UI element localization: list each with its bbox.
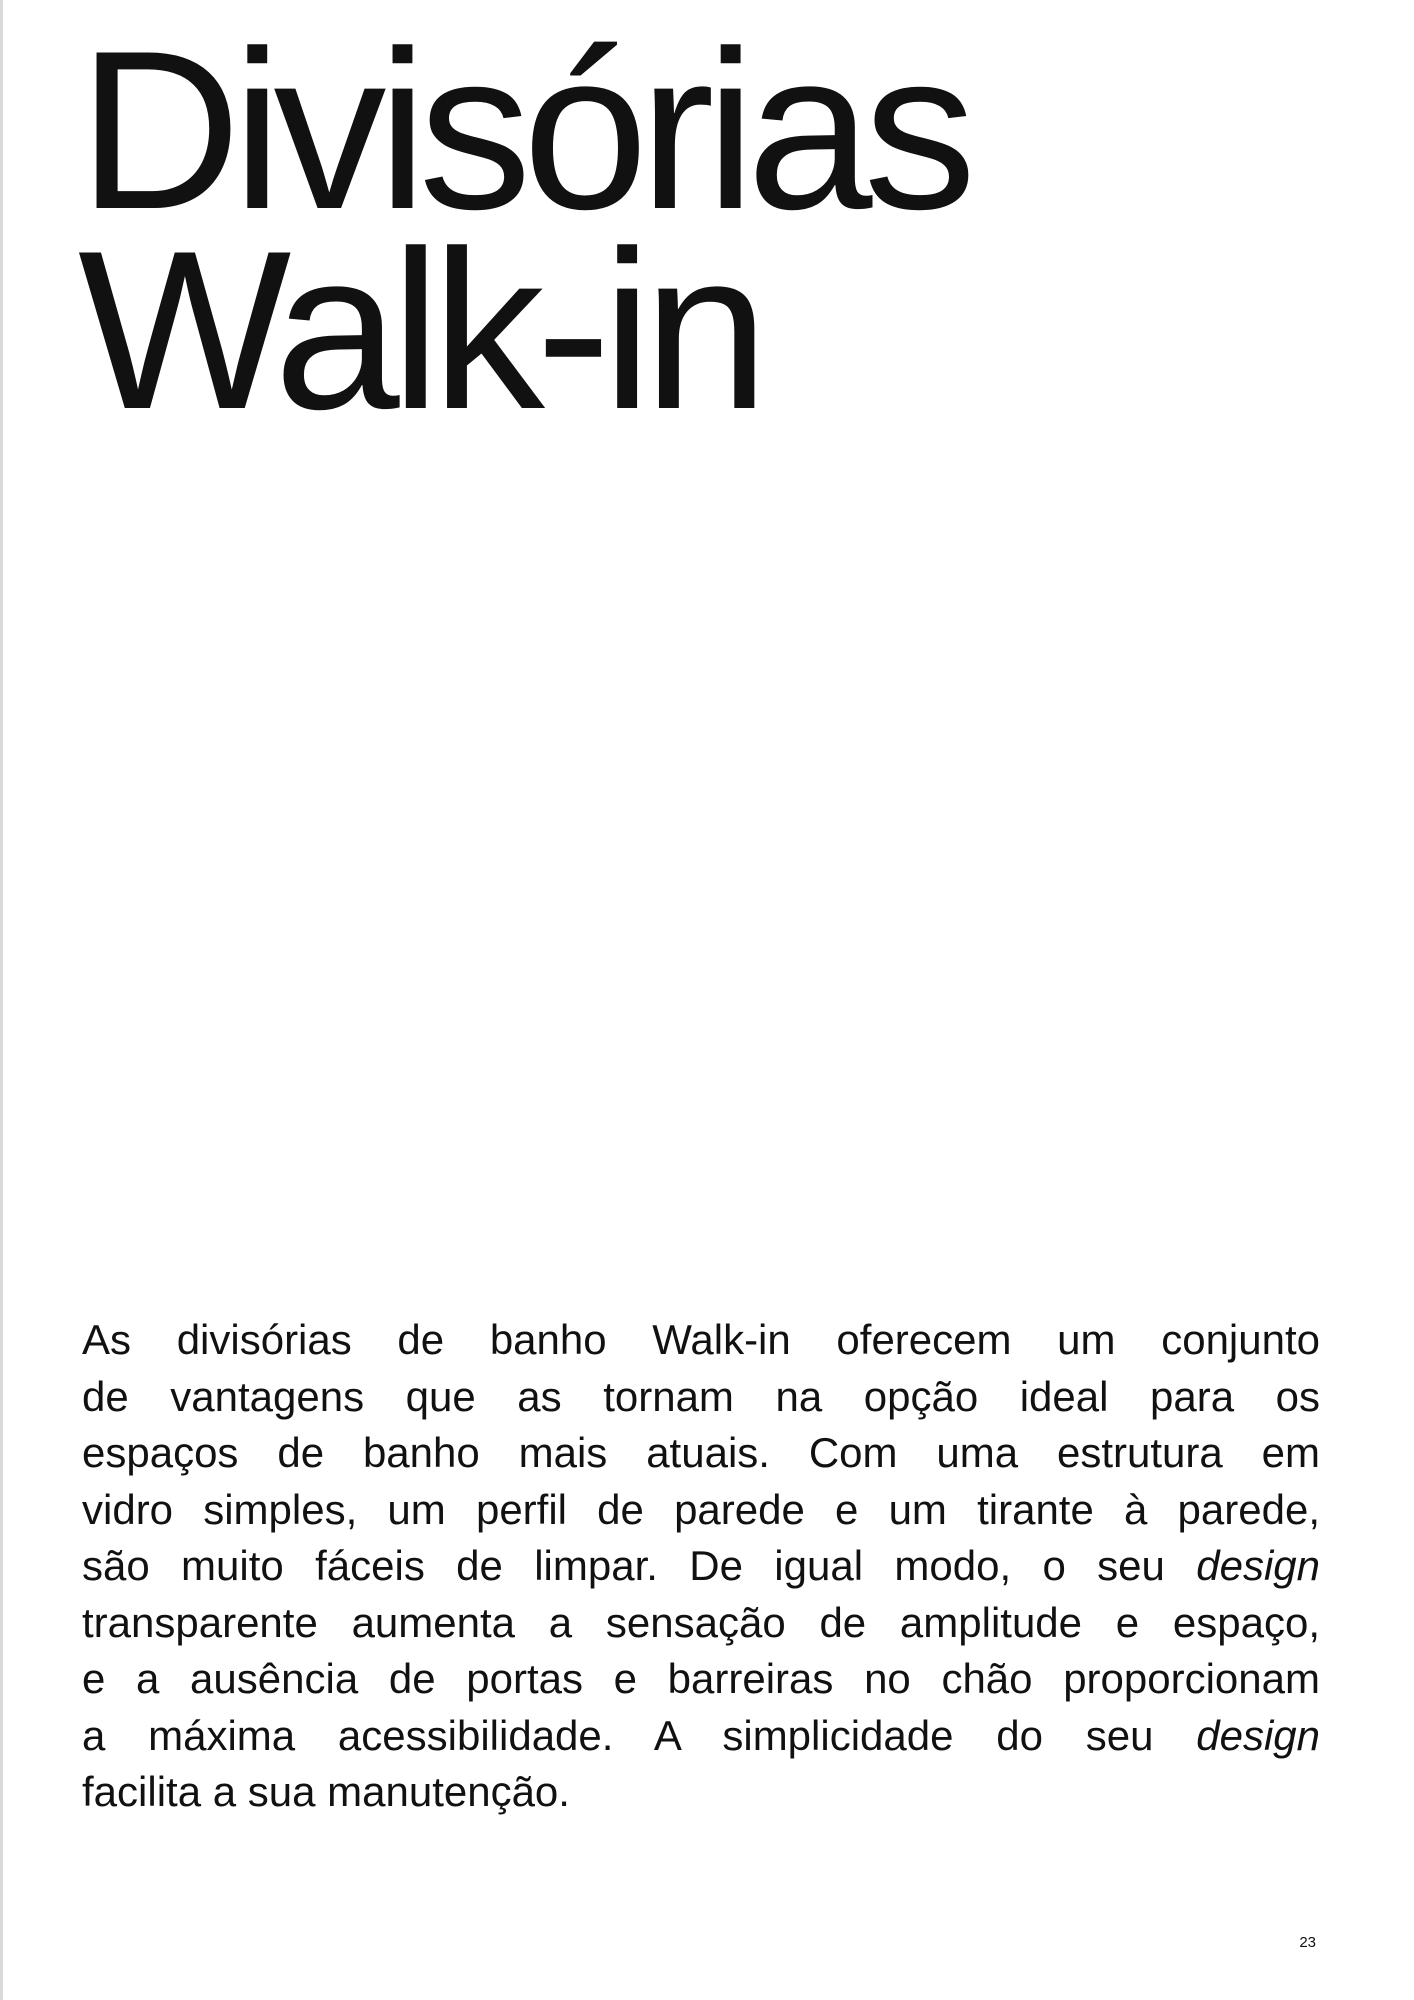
body-line — [82, 1369, 1320, 1426]
body-line — [82, 1651, 1320, 1708]
body-text-run: e a ausência de portas e barreiras no chão proporcionam — [82, 1655, 1320, 1702]
body-emphasis: design — [1196, 1542, 1320, 1589]
page-number: 23 — [1299, 1934, 1316, 1951]
page-edge — [0, 0, 3, 2000]
body-text-run: são muito fáceis de limpar. De igual modo, o seu — [82, 1542, 1197, 1589]
body-line — [82, 1312, 1320, 1369]
body-text-run: a máxima acessibilidade. A simplicidade do seu — [82, 1711, 1197, 1759]
title-line-1: Divisórias — [78, 3, 968, 256]
title-line-2: Walk-in — [78, 203, 760, 456]
body-line — [82, 1538, 1320, 1595]
body-text-run: de vantagens que as tornam na opção ideal para os — [82, 1372, 1320, 1420]
body-text-run: As divisórias de banho Walk-in oferecem um conjunto — [82, 1316, 1320, 1363]
body-text-run: facilita a sua manutenção. — [82, 1768, 570, 1815]
body-text-run: espaços de banho mais atuais. Com uma estrutura em — [82, 1429, 1320, 1476]
body-line — [82, 1425, 1320, 1482]
body-line — [82, 1595, 1320, 1652]
body-line — [82, 1708, 1320, 1765]
page-title — [78, 3, 968, 456]
body-line — [82, 1764, 1320, 1821]
body-text-run: vidro simples, um perfil de parede e um tirante à parede, — [82, 1485, 1320, 1533]
body-emphasis: design — [1196, 1711, 1320, 1759]
body-text-run: transparente aumenta a sensação de amplitude e espaço, — [82, 1598, 1320, 1646]
body-line — [82, 1482, 1320, 1539]
body-paragraph — [82, 1312, 1320, 1821]
